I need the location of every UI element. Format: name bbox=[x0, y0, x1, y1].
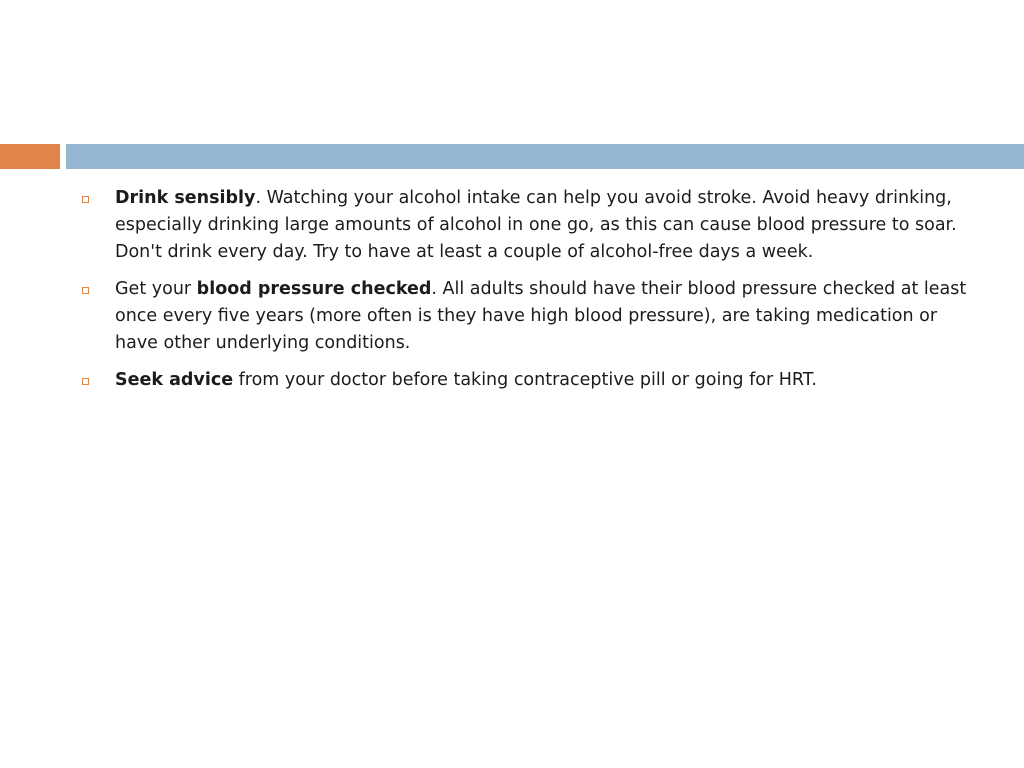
bullet-item bbox=[78, 367, 978, 394]
bullet-list bbox=[78, 185, 978, 404]
bullet-text-bold: Drink sensibly bbox=[115, 188, 256, 208]
bullet-text-bold: Seek advice bbox=[115, 370, 234, 390]
bullet-text-post: . All adults should have their blood pressure checked at least once every five years (more often is they have high blood pressure), are taking medication or have other underlying conditions. bbox=[115, 279, 967, 353]
hollow-square-bullet-icon bbox=[82, 378, 89, 385]
bullet-item bbox=[78, 276, 978, 357]
bullet-text-pre: Get your bbox=[115, 279, 197, 299]
bullet-text-post: . Watching your alcohol intake can help you avoid stroke. Avoid heavy drinking, especially drinking large amounts of alcohol in one go, as this can cause blood pressure to soar. Don't drink every day. Try to have at least a couple of alcohol-free days a week. bbox=[115, 188, 957, 262]
accent-bar-orange bbox=[0, 144, 60, 169]
accent-bar-blue bbox=[66, 144, 1024, 169]
bullet-text-post: from your doctor before taking contraceptive pill or going for HRT. bbox=[233, 370, 817, 390]
bullet-item bbox=[78, 185, 978, 266]
hollow-square-bullet-icon bbox=[82, 287, 89, 294]
hollow-square-bullet-icon bbox=[82, 196, 89, 203]
bullet-text-bold: blood pressure checked bbox=[196, 279, 432, 299]
